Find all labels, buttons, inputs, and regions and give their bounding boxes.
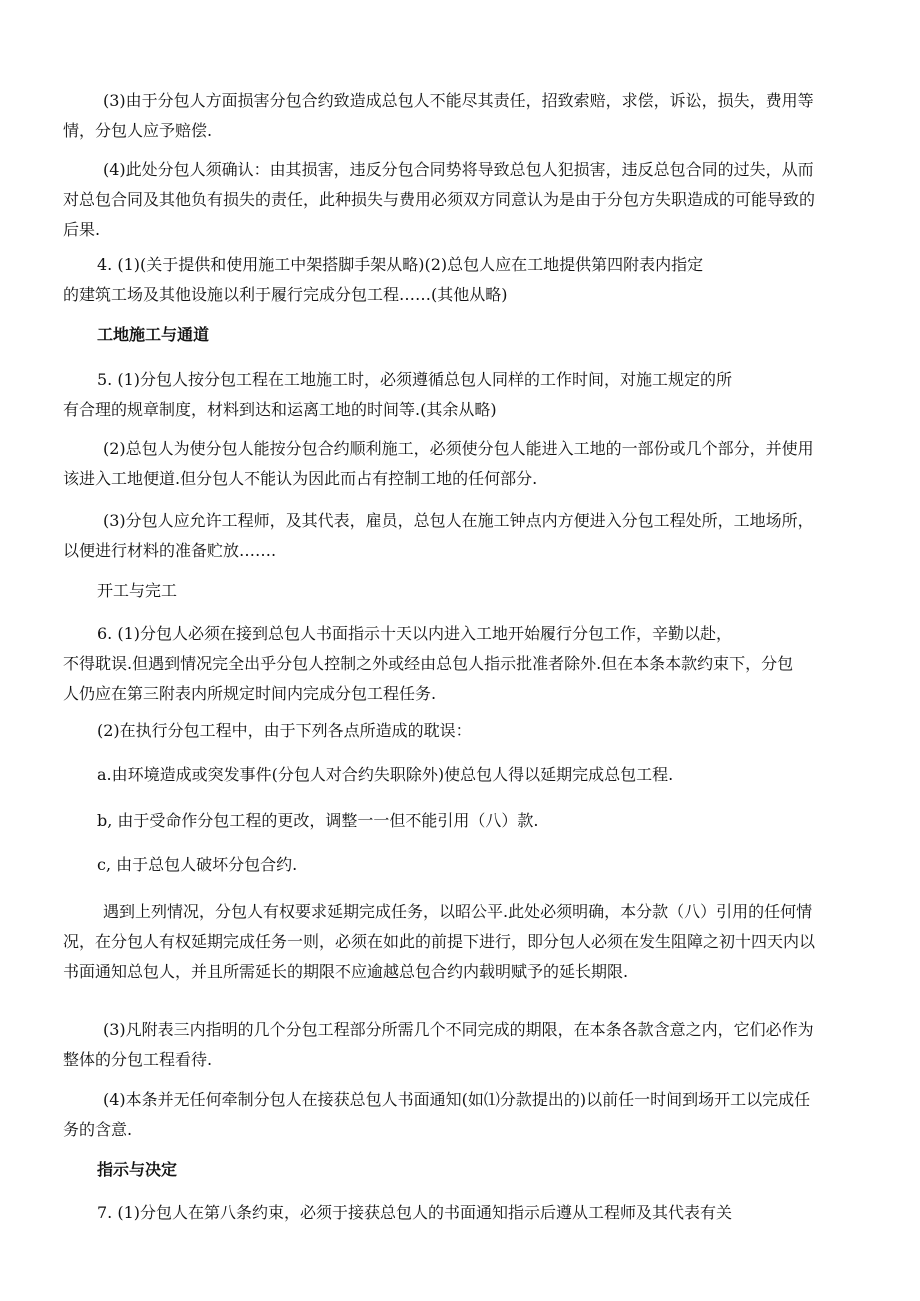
paragraph-5-1: 5. (1)分包人按分包工程在工地施工时，必须遵循总包人同样的工作时间，对施工规定的所 有合理的规章制度，材料到达和运离工地的时间等.(其余从略) — [63, 370, 733, 419]
paragraph-5-2: (2)总包人为使分包人能按分包合约顺利施工，必须使分包人能进入工地的一部份或几个部分，并使用 该进入工地便道.但分包人不能认为因此而占有控制工地的任何部分. — [63, 439, 814, 488]
paragraph-6-2: (2)在执行分包工程中，由于下列各点所造成的耽误： — [97, 721, 472, 740]
paragraph-4: 4. (1)(关于提供和使用施工中架搭脚手架从略)(2)总包人应在工地提供第四附表内指定 的建筑工场及其他设施以利于履行完成分包工程……(其他从略) — [63, 255, 704, 304]
paragraph-6-3: (3)凡附表三内指明的几个分包工程部分所需几个不同完成的期限，在本条各款含意之内，它们必作为 整体的分包工程看待. — [63, 1020, 814, 1069]
paragraph-5-3: (3)分包人应允许工程师，及其代表，雇员，总包人在施工钟点内方便进入分包工程处所，工地场所， 以便进行材料的准备贮放……. — [63, 511, 814, 560]
paragraph-6-1: 6. (1)分包人必须在接到总包人书面指示十天以内进入工地开始履行分包工作，辛勤以赴， 不得耽误.但遇到情况完全出乎分包人控制之外或经由总包人指示批准者除外.但在本条本款约束下，分包 人仍应在第三附表内所规定时间内完成分包工程任务. — [63, 624, 794, 703]
paragraph-3-4: (4)此处分包人须确认：由其损害，违反分包合同势将导致总包人犯损害，违反总包合同的过失，从而 对总包合同及其他负有损失的责任，此种损失与费用必须双方同意认为是由于分包方失职造成的可能导致的 后果. — [63, 160, 816, 239]
paragraph-6-4: (4)本条并无任何牵制分包人在接获总包人书面通知(如⑴分款提出的)以前任一时间到场开工以完成任 务的含意. — [63, 1090, 811, 1139]
heading-site-construction: 工地施工与通道 — [97, 325, 210, 344]
item-b: b, 由于受命作分包工程的更改，调整一一但不能引用（八）款. — [97, 811, 539, 830]
heading-instructions: 指示与决定 — [97, 1160, 178, 1179]
paragraph-extension: 遇到上列情况，分包人有权要求延期完成任务，以昭公平.此处必须明确，本分款（八）引用的任何情 况，在分包人有权延期完成任务一则，必须在如此的前提下进行，即分包人必须在发生阻障之初十四天内以 书面通知总包人，并且所需延长的期限不应逾越总包合约内载明赋予的延长期限. — [63, 902, 816, 981]
paragraph-7-1: 7. (1)分包人在第八条约束，必须于接获总包人的书面通知指示后遵从工程师及其代表有关 — [97, 1203, 733, 1222]
item-c: c, 由于总包人破坏分包合约. — [97, 855, 298, 874]
paragraph-3-3: (3)由于分包人方面损害分包合约致造成总包人不能尽其责任，招致索赔，求偿，诉讼，损失，费用等 情，分包人应予赔偿. — [63, 91, 814, 140]
heading-start-completion: 开工与完工 — [97, 581, 178, 600]
item-a: a.由环境造成或突发事件(分包人对合约失职除外)使总包人得以延期完成总包工程. — [97, 765, 674, 784]
